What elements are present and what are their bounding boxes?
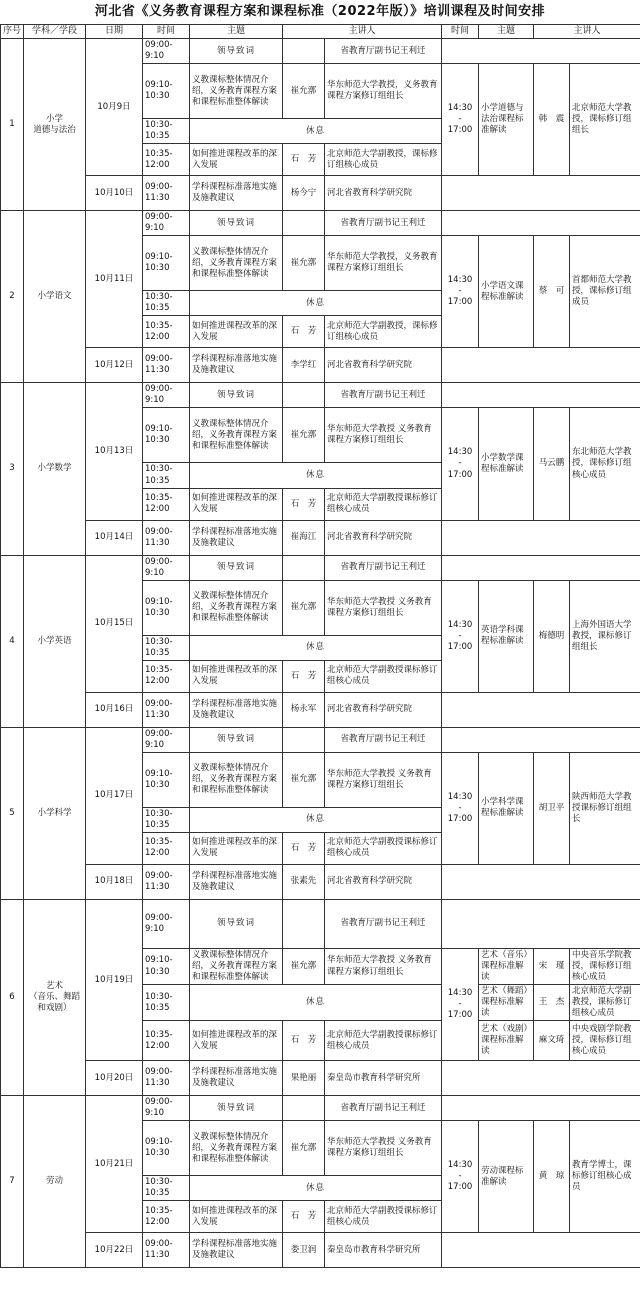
pm-lecturer-info: 中央音乐学院教授，课标修订组核心成员 xyxy=(570,948,640,984)
lecturer-name: 崔允漷 xyxy=(283,948,325,984)
lecturer-name: 张素先 xyxy=(283,864,325,899)
session-topic: 领导致词 xyxy=(190,39,283,64)
lecturer-info: 北京师范大学副教授，课标修订组核心成员 xyxy=(325,144,442,176)
lecturer-name: 崔允漷 xyxy=(283,1121,325,1176)
table-row xyxy=(1,211,640,236)
pm-topic: 小学道德与法治课程标准解读 xyxy=(479,64,534,176)
session-time: 09:00- 11:30 xyxy=(143,864,190,899)
session-time: 10:35- 12:00 xyxy=(143,832,190,864)
lecturer-name xyxy=(283,555,325,580)
session-time: 09:00- 11:30 xyxy=(143,348,190,383)
pm-lecturer-info: 教育学博士，课标修订组核心成员 xyxy=(570,1121,640,1233)
seq-no: 2 xyxy=(1,211,24,383)
session-topic: 义教课标整体情况介绍，义务教育课程方案和课程标准整体解读 xyxy=(190,64,283,119)
session-time: 10:30- 10:35 xyxy=(143,1176,190,1201)
lecturer-info: 华东师范大学教授 义务教育课程方案修订组组长 xyxy=(325,752,442,807)
page-title: 河北省《义务教育课程方案和课程标准（2022年版）》培训课程及时间安排 xyxy=(94,4,546,19)
pm-lecturer-info: 北京师范大学教授，课标修订组组长 xyxy=(570,64,640,176)
session-topic: 如何推进课程改革的深入发展 xyxy=(190,1021,283,1061)
pm-empty xyxy=(442,864,640,899)
seq-no: 4 xyxy=(1,555,24,727)
lecturer-info: 省教育厅副书记王利迁 xyxy=(325,211,442,236)
table-header-row xyxy=(1,25,640,39)
pm-lecturer-info: 北京师范大学副教授，课标修订组核心成员 xyxy=(570,985,640,1021)
session-time: 10:30- 10:35 xyxy=(143,807,190,832)
lecturer-info: 华东师范大学教授 义务教育课程方案修订组组长 xyxy=(325,580,442,635)
lecturer-info: 北京师范大学副教授课标修订组核心成员 xyxy=(325,660,442,692)
pm-empty xyxy=(442,555,640,580)
header-pm-lecturer: 主讲人 xyxy=(534,25,640,39)
session-time: 09:10- 10:30 xyxy=(143,1121,190,1176)
lecturer-name: 崔允漷 xyxy=(283,752,325,807)
header-date: 日期 xyxy=(86,25,143,39)
session-time: 09:00- 9:10 xyxy=(143,727,190,752)
session-time: 10:30- 10:35 xyxy=(143,119,190,144)
lecturer-info: 河北省教育科学研究院 xyxy=(325,864,442,899)
pm-empty xyxy=(442,692,640,727)
seq-no: 7 xyxy=(1,1096,24,1268)
table-row xyxy=(1,899,640,948)
break-label: 休息 xyxy=(190,291,442,316)
header-no: 序号 xyxy=(1,25,24,39)
pm-lecturer-info: 陕西师范大学教授课标修订组组长 xyxy=(570,752,640,864)
date: 10月12日 xyxy=(86,348,143,383)
lecturer-info: 北京师范大学副教授课标修订组核心成员 xyxy=(325,832,442,864)
lecturer-info: 省教育厅副书记王利迁 xyxy=(325,899,442,948)
lecturer-info: 北京师范大学副教授课标修订组核心成员 xyxy=(325,1201,442,1233)
lecturer-name xyxy=(283,899,325,948)
session-topic: 学科课程标准落地实施及施教建议 xyxy=(190,176,283,211)
pm-topic: 劳动课程标准解读 xyxy=(479,1121,534,1233)
session-time: 10:35- 12:00 xyxy=(143,316,190,348)
session-time: 10:30- 10:35 xyxy=(143,463,190,488)
lecturer-info: 华东师范大学教授 义务教育课程方案修订组组长 xyxy=(325,948,442,984)
lecturer-name: 娄卫润 xyxy=(283,1233,325,1268)
pm-lecturer: 王 杰 xyxy=(534,985,570,1021)
session-topic: 如何推进课程改革的深入发展 xyxy=(190,144,283,176)
session-time: 09:10- 10:30 xyxy=(143,752,190,807)
date: 10月20日 xyxy=(86,1061,143,1096)
lecturer-info: 华东师范大学教授 义务教育课程方案修订组组长 xyxy=(325,408,442,463)
session-topic: 如何推进课程改革的深入发展 xyxy=(190,832,283,864)
pm-time: 14:30 - 17:00 xyxy=(442,752,479,864)
table-row xyxy=(1,555,640,580)
session-topic: 领导致词 xyxy=(190,555,283,580)
session-topic: 如何推进课程改革的深入发展 xyxy=(190,316,283,348)
lecturer-name xyxy=(283,383,325,408)
session-time: 10:30- 10:35 xyxy=(143,635,190,660)
date: 10月11日 xyxy=(86,211,143,348)
subject: 劳动 xyxy=(24,1096,86,1268)
pm-empty xyxy=(442,176,640,211)
session-time: 09:00- 9:10 xyxy=(143,383,190,408)
subject: 小学数学 xyxy=(24,383,86,555)
pm-topic: 英语学科课程标准解读 xyxy=(479,580,534,692)
date: 10月17日 xyxy=(86,727,143,864)
lecturer-name xyxy=(283,211,325,236)
lecturer-info: 河北省教育科学研究院 xyxy=(325,176,442,211)
date: 10月19日 xyxy=(86,899,143,1060)
lecturer-name: 李学红 xyxy=(283,348,325,383)
session-topic: 学科课程标准落地实施及施教建议 xyxy=(190,692,283,727)
pm-lecturer-info: 首都师范大学教授，课标修订组成员 xyxy=(570,236,640,348)
date: 10月14日 xyxy=(86,520,143,555)
lecturer-info: 秦皇岛市教育科学研究所 xyxy=(325,1061,442,1096)
session-time: 09:00- 9:10 xyxy=(143,555,190,580)
session-time: 10:30- 10:35 xyxy=(143,291,190,316)
session-topic: 如何推进课程改革的深入发展 xyxy=(190,488,283,520)
session-topic: 领导致词 xyxy=(190,899,283,948)
pm-time: 14:30 - 17:00 xyxy=(442,948,479,1060)
session-time: 09:00- 11:30 xyxy=(143,1061,190,1096)
session-time: 09:00- 9:10 xyxy=(143,39,190,64)
lecturer-info: 省教育厅副书记王利迁 xyxy=(325,727,442,752)
date: 10月22日 xyxy=(86,1233,143,1268)
lecturer-info: 华东师范大学教授 义务教育课程方案修订组组长 xyxy=(325,1121,442,1176)
schedule-table xyxy=(0,24,640,1268)
lecturer-name xyxy=(283,1096,325,1121)
lecturer-info: 北京师范大学副教授课标修订组核心成员 xyxy=(325,1021,442,1061)
session-time: 10:30- 10:35 xyxy=(143,985,190,1021)
table-row xyxy=(1,692,640,727)
session-time: 09:00- 9:10 xyxy=(143,211,190,236)
schedule-body xyxy=(1,39,640,1268)
pm-lecturer: 梅德明 xyxy=(534,580,570,692)
table-row xyxy=(1,727,640,752)
lecturer-info: 省教育厅副书记王利迁 xyxy=(325,555,442,580)
session-topic: 领导致词 xyxy=(190,727,283,752)
session-time: 09:00- 11:30 xyxy=(143,1233,190,1268)
table-row xyxy=(1,383,640,408)
pm-lecturer: 胡卫平 xyxy=(534,752,570,864)
date: 10月15日 xyxy=(86,555,143,692)
session-topic: 学科课程标准落地实施及施教建议 xyxy=(190,1233,283,1268)
lecturer-info: 省教育厅副书记王利迁 xyxy=(325,383,442,408)
table-row xyxy=(1,864,640,899)
date: 10月18日 xyxy=(86,864,143,899)
table-row xyxy=(1,39,640,64)
lecturer-name: 杨今宁 xyxy=(283,176,325,211)
pm-lecturer: 麻文琦 xyxy=(534,1021,570,1061)
date: 10月16日 xyxy=(86,692,143,727)
lecturer-name: 崔允漷 xyxy=(283,64,325,119)
pm-empty xyxy=(442,727,640,752)
session-time: 10:35- 12:00 xyxy=(143,1021,190,1061)
table-row xyxy=(1,176,640,211)
lecturer-info: 华东师范大学教授，义务教育课程方案修订组组长 xyxy=(325,64,442,119)
seq-no: 6 xyxy=(1,899,24,1095)
subject: 小学英语 xyxy=(24,555,86,727)
lecturer-info: 北京师范大学副教授，课标修订组核心成员 xyxy=(325,316,442,348)
break-label: 休息 xyxy=(190,985,442,1021)
session-time: 09:00- 9:10 xyxy=(143,899,190,948)
session-topic: 义教课标整体情况介绍，义务教育课程方案和课程标准整体解读 xyxy=(190,948,283,984)
lecturer-info: 华东师范大学教授，义务教育课程方案修订组组长 xyxy=(325,236,442,291)
pm-empty xyxy=(442,348,640,383)
lecturer-name: 果艳丽 xyxy=(283,1061,325,1096)
session-topic: 领导致词 xyxy=(190,211,283,236)
session-topic: 领导致词 xyxy=(190,1096,283,1121)
lecturer-info: 秦皇岛市教育科学研究所 xyxy=(325,1233,442,1268)
pm-topic: 小学数学课程标准解读 xyxy=(479,408,534,520)
seq-no: 5 xyxy=(1,727,24,899)
date: 10月21日 xyxy=(86,1096,143,1233)
session-time: 09:00- 11:30 xyxy=(143,520,190,555)
session-topic: 领导致词 xyxy=(190,383,283,408)
session-time: 10:35- 12:00 xyxy=(143,488,190,520)
pm-empty xyxy=(442,1096,640,1121)
pm-time: 14:30 - 17:00 xyxy=(442,236,479,348)
session-topic: 学科课程标准落地实施及施教建议 xyxy=(190,520,283,555)
pm-lecturer-info: 东北师范大学教授，课标修订组核心成员 xyxy=(570,408,640,520)
pm-lecturer: 黄 琼 xyxy=(534,1121,570,1233)
session-time: 09:00- 11:30 xyxy=(143,176,190,211)
pm-time: 14:30 - 17:00 xyxy=(442,408,479,520)
pm-empty xyxy=(442,520,640,555)
subject: 小学科学 xyxy=(24,727,86,899)
date: 10月13日 xyxy=(86,383,143,520)
table-row xyxy=(1,520,640,555)
break-label: 休息 xyxy=(190,807,442,832)
break-label: 休息 xyxy=(190,635,442,660)
session-topic: 义教课标整体情况介绍，义务教育课程方案和课程标准整体解读 xyxy=(190,580,283,635)
pm-time: 14:30 - 17:00 xyxy=(442,64,479,176)
subject: 艺术 （音乐、舞蹈 和戏剧） xyxy=(24,899,86,1095)
session-time: 09:00- 11:30 xyxy=(143,692,190,727)
session-time: 09:10- 10:30 xyxy=(143,580,190,635)
lecturer-name xyxy=(283,727,325,752)
lecturer-name: 石 芳 xyxy=(283,1201,325,1233)
lecturer-info: 河北省教育科学研究院 xyxy=(325,348,442,383)
lecturer-name: 石 芳 xyxy=(283,660,325,692)
lecturer-name: 石 芳 xyxy=(283,316,325,348)
lecturer-name: 石 芳 xyxy=(283,1021,325,1061)
session-time: 09:00- 9:10 xyxy=(143,1096,190,1121)
lecturer-name: 崔允漷 xyxy=(283,580,325,635)
lecturer-name: 崔允漷 xyxy=(283,236,325,291)
pm-lecturer-info: 上海外国语大学教授，课标修订组组长 xyxy=(570,580,640,692)
pm-empty xyxy=(442,1061,640,1096)
pm-lecturer: 韩 震 xyxy=(534,64,570,176)
table-row xyxy=(1,348,640,383)
lecturer-name: 石 芳 xyxy=(283,488,325,520)
session-time: 10:35- 12:00 xyxy=(143,1201,190,1233)
lecturer-info: 省教育厅副书记王利迁 xyxy=(325,39,442,64)
header-lecturer: 主讲人 xyxy=(283,25,442,39)
subject: 小学语文 xyxy=(24,211,86,383)
pm-empty xyxy=(442,383,640,408)
header-time: 时间 xyxy=(143,25,190,39)
session-topic: 学科课程标准落地实施及施教建议 xyxy=(190,864,283,899)
session-time: 09:10- 10:30 xyxy=(143,948,190,984)
pm-topic: 艺术（舞蹈）课程标准解读 xyxy=(479,985,534,1021)
pm-empty xyxy=(442,39,640,64)
pm-time: 14:30 - 17:00 xyxy=(442,580,479,692)
break-label: 休息 xyxy=(190,119,442,144)
pm-topic: 艺术（音乐）课程标准解读 xyxy=(479,948,534,984)
pm-lecturer-info: 中央戏剧学院教授，课标修订组核心成员 xyxy=(570,1021,640,1061)
session-time: 10:35- 12:00 xyxy=(143,660,190,692)
pm-topic: 小学语文课程标准解读 xyxy=(479,236,534,348)
lecturer-name: 崔海江 xyxy=(283,520,325,555)
session-time: 10:35- 12:00 xyxy=(143,144,190,176)
pm-empty xyxy=(442,211,640,236)
seq-no: 1 xyxy=(1,39,24,211)
pm-lecturer: 蔡 可 xyxy=(534,236,570,348)
date: 10月9日 xyxy=(86,39,143,176)
lecturer-name xyxy=(283,39,325,64)
session-topic: 如何推进课程改革的深入发展 xyxy=(190,660,283,692)
pm-topic: 艺术（戏剧）课程标准解读 xyxy=(479,1021,534,1061)
header-pm-time: 时间 xyxy=(442,25,479,39)
lecturer-name: 杨永军 xyxy=(283,692,325,727)
break-label: 休息 xyxy=(190,1176,442,1201)
lecturer-name: 崔允漷 xyxy=(283,408,325,463)
session-topic: 学科课程标准落地实施及施教建议 xyxy=(190,1061,283,1096)
date: 10月10日 xyxy=(86,176,143,211)
session-time: 09:10- 10:30 xyxy=(143,64,190,119)
session-topic: 义教课标整体情况介绍，义务教育课程方案和课程标准整体解读 xyxy=(190,752,283,807)
pm-time: 14:30 - 17:00 xyxy=(442,1121,479,1233)
lecturer-info: 北京师范大学副教授课标修订组核心成员 xyxy=(325,488,442,520)
table-row xyxy=(1,1061,640,1096)
table-row xyxy=(1,1233,640,1268)
lecturer-name: 石 芳 xyxy=(283,832,325,864)
pm-topic: 小学科学课程标准解读 xyxy=(479,752,534,864)
session-topic: 学科课程标准落地实施及施教建议 xyxy=(190,348,283,383)
seq-no: 3 xyxy=(1,383,24,555)
header-subject: 学科／学段 xyxy=(24,25,86,39)
session-time: 09:10- 10:30 xyxy=(143,408,190,463)
break-label: 休息 xyxy=(190,463,442,488)
pm-lecturer: 马云鹏 xyxy=(534,408,570,520)
session-topic: 义教课标整体情况介绍，义务教育课程方案和课程标准整体解读 xyxy=(190,1121,283,1176)
lecturer-info: 河北省教育科学研究院 xyxy=(325,520,442,555)
header-topic: 主题 xyxy=(190,25,283,39)
header-pm-topic: 主题 xyxy=(479,25,534,39)
table-row xyxy=(1,1096,640,1121)
session-topic: 义教课标整体情况介绍，义务教育课程方案和课程标准整体解读 xyxy=(190,408,283,463)
pm-empty xyxy=(442,899,640,948)
pm-lecturer: 宋 瑾 xyxy=(534,948,570,984)
pm-empty xyxy=(442,1233,640,1268)
subject: 小学 道德与法治 xyxy=(24,39,86,211)
session-topic: 义教课标整体情况介绍，义务教育课程方案和课程标准整体解读 xyxy=(190,236,283,291)
session-time: 09:10- 10:30 xyxy=(143,236,190,291)
lecturer-info: 河北省教育科学研究院 xyxy=(325,692,442,727)
lecturer-name: 石 芳 xyxy=(283,144,325,176)
session-topic: 如何推进课程改革的深入发展 xyxy=(190,1201,283,1233)
lecturer-info: 省教育厅副书记王利迁 xyxy=(325,1096,442,1121)
